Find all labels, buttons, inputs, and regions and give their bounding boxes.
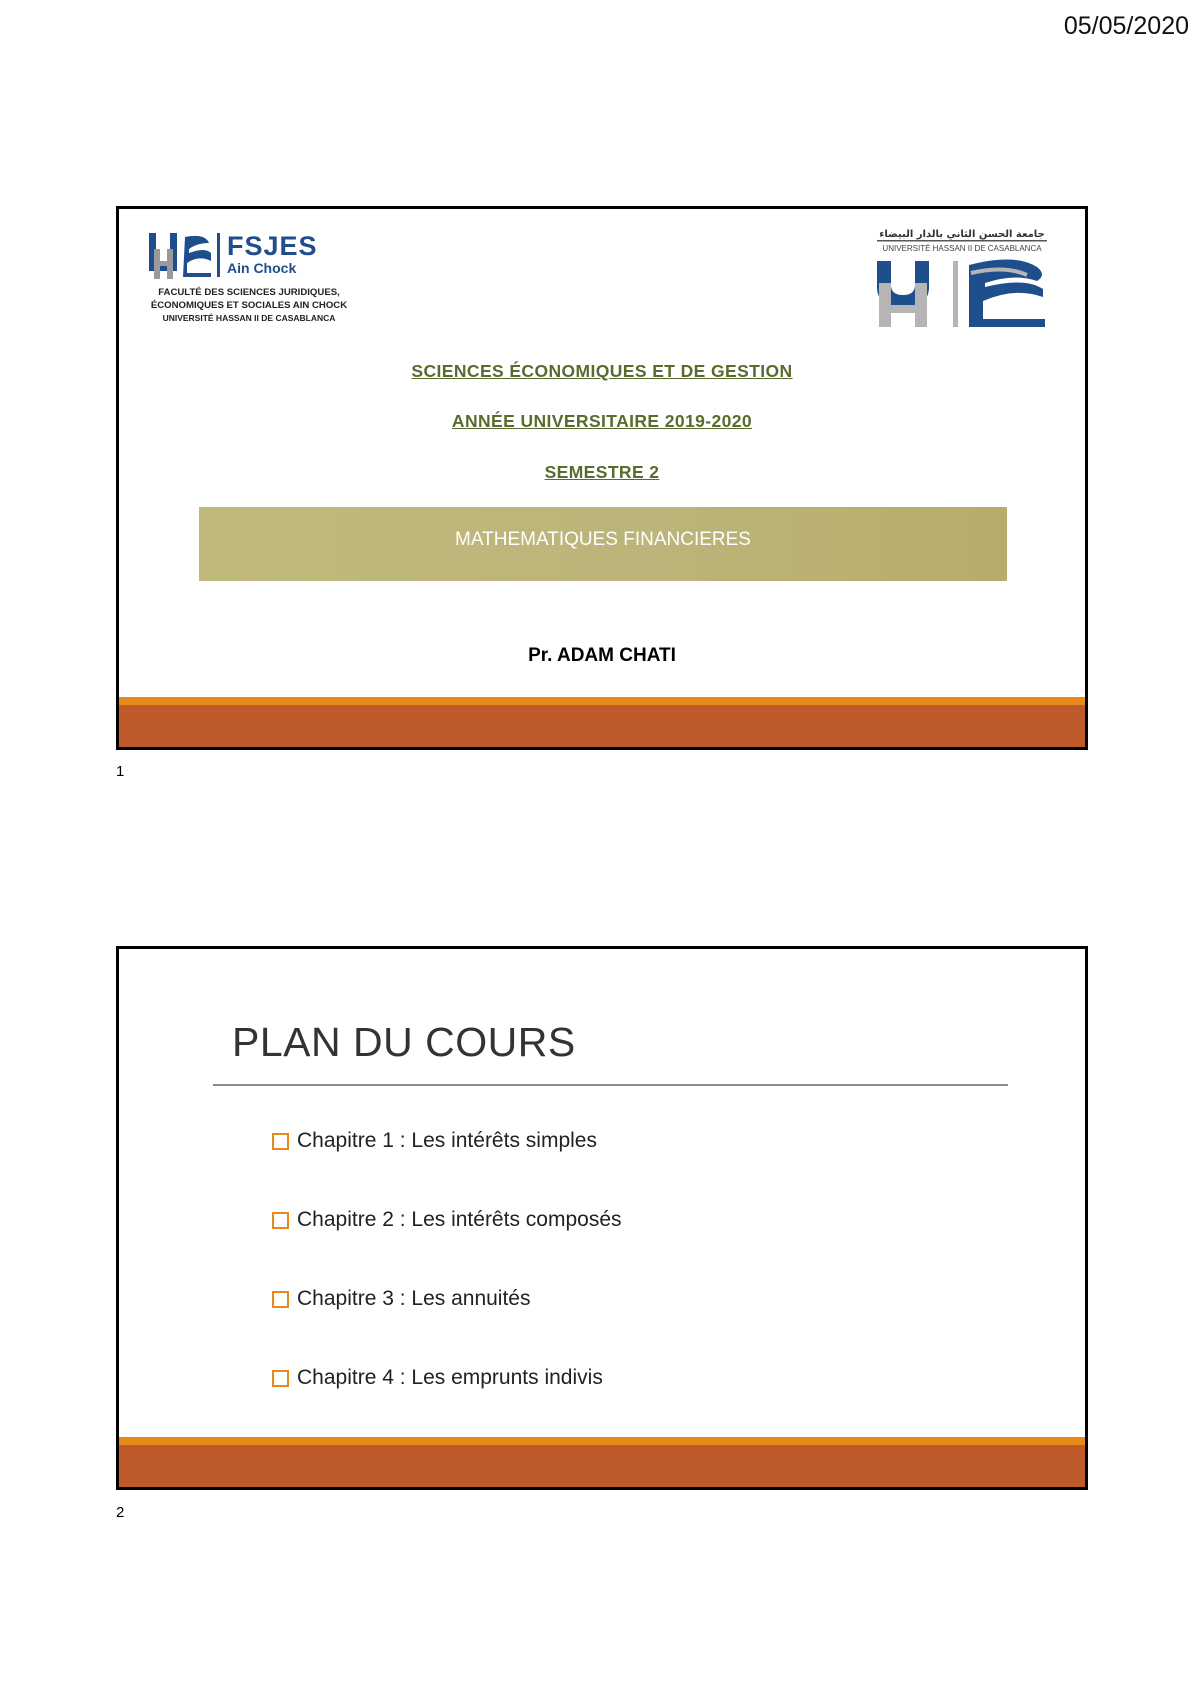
course-title: MATHEMATIQUES FINANCIERES [455,529,751,550]
checkbox-bullet-icon [272,1370,289,1387]
chapter-label: Chapitre 3 : Les annuités [297,1287,531,1310]
slide-footer-bar [119,705,1085,747]
fsjes-desc-line3: UNIVERSITÉ HASSAN II DE CASABLANCA [162,313,336,323]
semester-heading: SEMESTRE 2 [544,462,660,482]
list-item [272,1366,622,1390]
checkbox-bullet-icon [272,1291,289,1308]
list-item [272,1287,622,1311]
fsjes-logo [147,229,361,329]
slide-title [116,206,1088,750]
slide-title-heading: PLAN DU COURS [232,1019,576,1065]
list-item [272,1208,622,1232]
uh2-latin-text: UNIVERSITÉ HASSAN II DE CASABLANCA [882,244,1042,253]
fsjes-brand-text: FSJES [227,231,318,261]
chapter-label: Chapitre 2 : Les intérêts composés [297,1208,622,1231]
academic-year-heading: ANNÉE UNIVERSITAIRE 2019-2020 [451,411,753,431]
uh2-arabic-text: جامعة الحسن الثاني بالدار البيضاء [879,229,1045,240]
program-heading: SCIENCES ÉCONOMIQUES ET DE GESTION [411,361,793,381]
fsjes-desc-line2: ÉCONOMIQUES ET SOCIALES AIN CHOCK [150,300,348,311]
chapter-label: Chapitre 4 : Les emprunts indivis [297,1366,603,1389]
list-item [272,1129,622,1153]
slide-footer-bar [119,1445,1085,1487]
slide-plan [116,946,1088,1490]
chapter-list [272,1129,622,1445]
chapter-label: Chapitre 1 : Les intérêts simples [297,1129,597,1152]
slide-number: 1 [116,763,125,780]
university-hassan-ii-logo [865,225,1059,329]
professor-name: Pr. ADAM CHATI [528,645,676,666]
title-divider [213,1084,1008,1086]
print-date: 05/05/2020 [1063,12,1189,40]
fsjes-desc-line1: FACULTÉ DES SCIENCES JURIDIQUES, [158,287,340,298]
checkbox-bullet-icon [272,1133,289,1150]
slide-number: 2 [116,1504,125,1521]
course-title-band [199,507,1007,581]
fsjes-sub-text: Ain Chock [227,260,297,276]
checkbox-bullet-icon [272,1212,289,1229]
